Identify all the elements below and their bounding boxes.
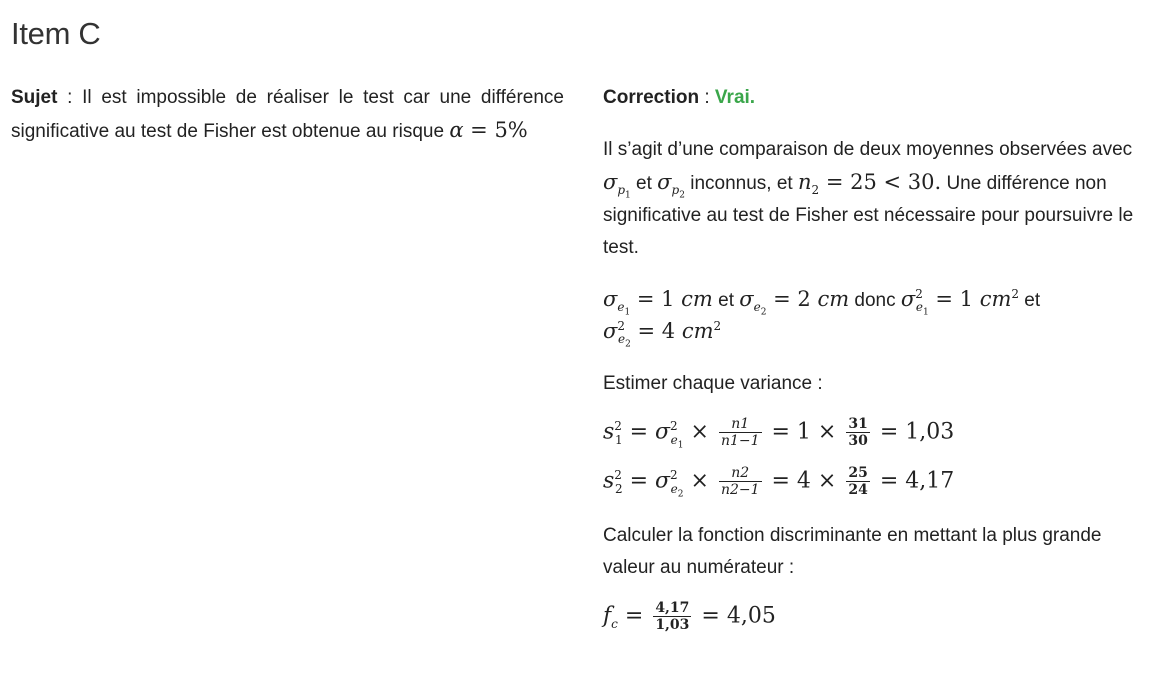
correction-verdict: Vrai. <box>714 87 756 108</box>
sujet-alpha-formula: α = 5% <box>449 118 528 142</box>
s1-fraction-values: $\frac{31}{30}$ <box>848 416 868 449</box>
fc-fraction: $\frac{4,17}{1,03}$ <box>655 600 690 633</box>
sigma-equations <box>603 284 1148 348</box>
eq-et: et <box>712 290 740 311</box>
n2-formula: $n_2 = 25 < 30$. <box>797 170 942 198</box>
s2-fraction-n: $\frac{n2}{n2-1}$ <box>720 465 760 498</box>
correction-heading <box>603 82 1148 114</box>
intro-text-d: Une différence non significative au test de Fisher est nécessaire pour poursuivre le test. <box>603 173 1134 258</box>
correction-label: Correction <box>603 87 700 108</box>
s1-result: 1,03 <box>905 419 955 445</box>
intro-text-a: Il s’agit d’une comparaison de deux moyennes observées avec <box>603 139 1133 160</box>
sujet-label: Sujet <box>11 87 58 108</box>
correction-separator: : <box>699 87 715 108</box>
s1-fraction-n: $\frac{n1}{n1-1}$ <box>720 416 760 449</box>
sigma-e1-formula: $\sigma_{e_1} = 1$ cm <box>603 287 713 318</box>
intro-text-b: et <box>630 173 658 194</box>
sujet-paragraph <box>11 82 564 148</box>
sigma-e2-formula: $\sigma_{e_2} = 2$ cm <box>739 287 850 318</box>
eq-et2: et <box>1019 290 1041 311</box>
s2-result: 4,17 <box>905 468 955 494</box>
var-e2-formula: $\sigma^2_{e_2} = 4$ $cm^2$ <box>603 319 722 350</box>
sujet-column <box>11 82 564 148</box>
estimer-text: Estimer chaque variance : <box>603 373 823 394</box>
s1-equation: $s^2_1 = \sigma^2_{e_1}$ × $\frac{n1}{n1-1}$ = 1 × $\frac{31}{30}$ = 1,03 <box>603 416 955 451</box>
sujet-separator: : <box>57 87 83 108</box>
sigma-p1-formula: $\sigma_{p_1}$ <box>603 170 631 201</box>
item-title: Item C <box>11 16 101 51</box>
fc-result: 4,05 <box>726 603 776 629</box>
s2-equation: $s^2_2 = \sigma^2_{e_2}$ × $\frac{n2}{n2-1}$ = 4 × $\frac{25}{24}$ = 4,17 <box>603 465 955 500</box>
correction-intro-paragraph <box>603 134 1148 264</box>
calculer-text: Calculer la fonction discriminante en mettant la plus grande valeur au numérateur : <box>603 525 1102 578</box>
var-e1-formula: $\sigma^2_{e_1} = 1$ $cm^2$ <box>900 287 1020 318</box>
eq-donc: donc <box>849 290 901 311</box>
sigma-p2-formula: $\sigma_{p_2}$ <box>657 170 685 201</box>
s2-fraction-values: $\frac{25}{24}$ <box>848 465 868 498</box>
intro-text-c: inconnus, et <box>684 173 798 194</box>
correction-column <box>603 82 1148 633</box>
sujet-text: Il est impossible de réaliser le test car une différence significative au test de Fisher est obtenue au risque <box>11 87 564 142</box>
fc-equation: $f_c$ = $\frac{4,17}{1,03}$ = 4,05 <box>603 600 776 633</box>
